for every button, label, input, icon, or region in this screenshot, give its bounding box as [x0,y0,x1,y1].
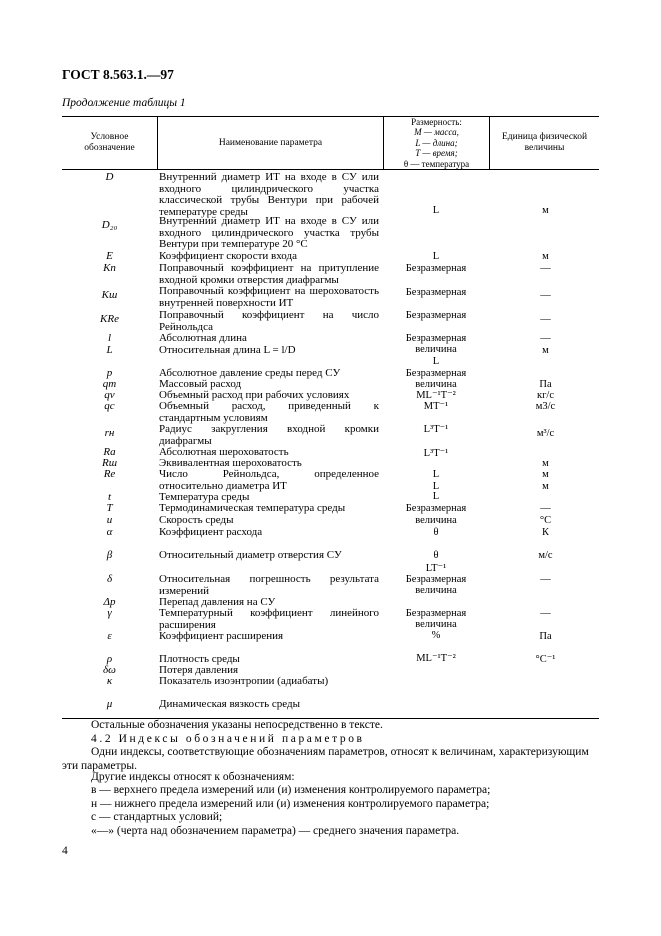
table-row [62,172,599,216]
unit-cell: — [540,314,551,325]
unit-cell: м [542,469,549,480]
unit-cell: м3/с [535,401,556,412]
column-header-dimension-line: Размерность: [411,116,462,127]
symbol-cell: γ [107,607,112,619]
dimension-cell: Безразмерная [405,333,467,344]
unit-cell: К [541,527,549,538]
name-cell: Поправочный коэффициент на притупление входной кромки отверстия диафрагмы [159,262,379,286]
unit-cell: м [542,251,549,262]
section-heading: 4.2 Индексы обозначений параметров [91,733,365,745]
unit-cell: м [542,481,549,492]
symbol-cell: rн [104,427,115,439]
name-cell: Скорость среды [159,514,234,526]
column-header-dimension-line: L — длина; [415,137,458,148]
dimension-cell: Безразмерная [405,287,467,298]
name-cell: Внутренний диаметр ИТ на входе в СУ или входного цилиндрического участка трубы Вентури при температуре 20 °С [159,215,379,251]
dimension-cell: величина [415,379,457,390]
unit-cell: кг/с [537,390,554,401]
name-cell: Температура среды [159,491,250,503]
name-cell: Поправочный коэффициент на число Рейнольдса [159,309,379,333]
list-item: «—» (черта над обозначением параметра) — среднего значения параметра. [91,825,460,837]
list-item: н — нижнего предела измерений или (и) изменения контролируемого параметра; [91,798,490,810]
unit-cell: °С⁻¹ [535,654,556,665]
table-row [62,345,599,368]
dimension-cell: величина [415,515,457,526]
unit-cell: — [540,574,551,585]
dimension-cell: Безразмерная [405,368,467,379]
column-header-symbol-line: Условное [90,132,129,142]
name-cell: Термодинамическая температура среды [159,502,346,514]
column-header-symbol-line: обозначение [84,143,135,153]
paragraph: Одни индексы, соответствующие обозначениям параметров, относят к величинам, характеризующим эти параметры. [62,746,589,772]
symbol-cell: u [106,514,113,526]
column-header-unit-line: Единица физической [501,132,588,142]
column-header-symbol [62,117,157,169]
unit-cell: Па [539,631,552,642]
dimension-cell: ML⁻¹T⁻² [416,390,456,401]
table-row [62,286,599,310]
dimension-cell: MT⁻¹ [423,401,449,412]
dimension-cell: величина [415,344,457,355]
table-continuation-caption: Продолжение таблицы 1 [62,97,186,109]
symbol-cell: α [106,526,113,538]
dimension-cell: L [432,251,440,262]
symbol-cell: Kп [103,262,116,274]
unit-cell: °С [539,515,552,526]
name-cell: Потеря давления [159,664,239,676]
dimension-cell: ML⁻¹T⁻² [416,653,456,664]
unit-cell: м [542,458,549,469]
name-cell: Абсолютная шероховатость [159,446,289,458]
symbol-cell: p [106,367,113,379]
column-header-unit-line: величины [524,143,565,153]
list-item: в — верхнего предела измерений или (и) изменения контролируемого параметра; [91,784,491,796]
unit-cell: — [540,263,551,274]
symbol-cell: Rш [101,457,118,469]
dimension-cell: величина [415,619,457,630]
name-cell: Показатель изоэнтропии (адиабаты) [159,675,329,687]
unit-cell: м/с [538,550,553,561]
unit-cell: м [542,205,549,216]
name-cell: Абсолютное давление среды перед СУ [159,367,341,379]
column-header-dimension-line: T — время; [415,148,458,159]
symbol-cell: E [106,250,113,262]
symbol-cell: Δp [103,596,116,608]
name-cell: Температурный коэффициент линейного расширения [159,607,379,631]
symbol-cell: l [107,332,112,344]
dimension-cell: Безразмерная [405,263,467,274]
parameter-table [62,116,599,719]
symbol-cell: qm [102,378,117,390]
symbol-cell: δ [106,573,113,585]
symbol-cell: L [106,344,113,356]
name-cell: Относительный диаметр отверстия СУ [159,549,342,561]
symbol-cell: ε [107,630,112,642]
symbol-cell: KRe [100,313,119,325]
symbol-cell: qv [104,389,115,401]
dimension-cell: L³T⁻¹ [423,424,449,435]
table-row [62,356,599,379]
name-cell: Коэффициент скорости входа [159,250,297,262]
name-cell: Радиус закругления входной кромки диафрагмы [159,423,379,447]
unit-cell: м³/с [536,428,555,439]
symbol-cell: T [106,502,113,514]
name-cell: Коэффициент расхода [159,526,263,538]
dimension-cell: Безразмерная [405,574,467,585]
name-cell: Объемный расход, приведенный к стандартным условиям [159,400,379,424]
column-header-name [158,117,383,169]
name-cell: Внутренний диаметр ИТ на входе в СУ или входного цилиндрического участка классической трубы Вентури при рабочей температуре среды [159,171,379,218]
name-cell: Поправочный коэффициент на шероховатость внутренней поверхности ИТ [159,285,379,309]
dimension-cell: Безразмерная [405,310,467,321]
table-row [62,263,599,286]
column-header-dimension [384,117,489,169]
name-cell: Абсолютная длина [159,332,247,344]
dimension-cell: L [432,491,440,502]
standard-title: ГОСТ 8.563.1.—97 [62,67,174,82]
dimension-cell: % [431,630,441,641]
dimension-cell: L [432,205,440,216]
unit-cell: — [540,290,551,301]
dimension-cell: L [432,469,440,480]
table-row [62,310,599,333]
column-header-dimension-line: θ — температура [403,158,470,169]
name-cell: Объемный расход при рабочих условиях [159,389,350,401]
dimension-cell: LT⁻¹ [425,563,447,574]
column-header-dimension-line: M — масса, [414,127,459,138]
symbol-cell: Ra [103,446,116,458]
name-cell: Коэффициент расширения [159,630,284,642]
symbol-cell: δω [103,664,116,676]
header-rule [62,169,599,170]
symbol-cell: D₂₀ [101,219,118,231]
symbol-cell: β [106,549,113,561]
dimension-cell: L³T⁻¹ [423,448,449,459]
symbol-cell: κ [106,675,113,687]
table-row [62,333,599,345]
paragraph: Остальные обозначения указаны непосредственно в тексте. [91,719,383,731]
dimension-cell: θ [433,550,439,561]
symbol-cell: Re [103,468,116,480]
name-cell: Относительная погрешность результата измерений [159,573,379,597]
unit-cell: Па [539,379,552,390]
dimension-cell: L [432,356,440,367]
table-body [62,172,599,722]
page-number: 4 [62,845,68,857]
column-header-name-label: Наименование параметра [218,137,323,148]
symbol-cell: D [105,171,114,183]
list-item: с — стандартных условий; [91,811,223,823]
dimension-cell: θ [433,527,439,538]
unit-cell: — [540,608,551,619]
dimension-cell: величина [415,585,457,596]
name-cell: Число Рейнольдса, определенное относительно диаметра ИТ [159,468,379,492]
name-cell: Динамическая вязкость среды [159,698,301,710]
unit-cell: — [540,333,551,344]
column-header-unit [490,117,599,169]
unit-cell: — [540,503,551,514]
name-cell: Плотность среды [159,653,240,665]
name-cell: Перепад давления на СУ [159,596,276,608]
dimension-cell: L [432,481,440,492]
name-cell: Относительная длина L = l/D [159,344,296,356]
paragraph: Другие индексы относят к обозначениям: [91,771,295,783]
symbol-cell: t [107,491,112,503]
symbol-cell: ρ [106,653,113,665]
name-cell: Массовый расход [159,378,242,390]
symbol-cell: μ [106,698,113,710]
symbol-cell: qc [104,400,115,412]
unit-cell: м [542,345,549,356]
dimension-cell: Безразмерная [405,503,467,514]
name-cell: Эквивалентная шероховатость [159,457,302,469]
symbol-cell: Kш [101,289,118,301]
dimension-cell: Безразмерная [405,608,467,619]
